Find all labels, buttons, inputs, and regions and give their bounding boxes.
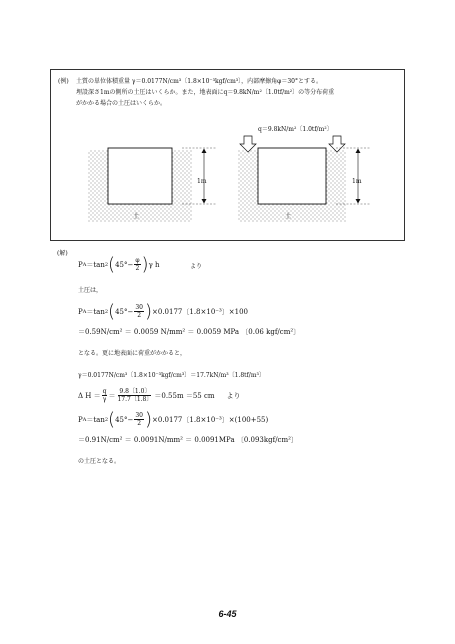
right-soil-label: 土 <box>285 213 292 220</box>
conclusion: の土圧となる。 <box>78 458 121 465</box>
left-soil-left <box>88 150 108 222</box>
earth-pressure-intro: 土圧は， <box>78 287 103 294</box>
right-soil-left <box>238 150 258 222</box>
page-number: 6-45 <box>218 609 237 619</box>
load-arrow-left-icon <box>240 136 256 152</box>
load-arrow-right-icon <box>329 136 345 152</box>
right-soil-bottom <box>258 204 326 222</box>
left-soil-bottom <box>108 204 172 222</box>
solution-label: (解) <box>57 250 68 257</box>
left-structure <box>108 148 172 204</box>
surcharge-intro: となる。更に地表面に荷重がかかると， <box>78 350 187 357</box>
left-soil-label: 土 <box>133 213 140 220</box>
result-earth-pressure: ＝0.59N/cm² ＝ 0.0059 N/mm² ＝ 0.0059 MPa 〔0.06 kgf/cm²〕 <box>78 328 301 336</box>
right-soil-right <box>326 150 346 222</box>
result-surcharge-pressure: ＝0.91N/cm² ＝ 0.0091N/mm² ＝ 0.0091MPa 〔0.093kgf/cm²〕 <box>78 436 298 444</box>
problem-line-1: 土質の単位体積重量 γ＝0.0177N/cm³〔1.8×10⁻³kgf/cm³〕，内部摩擦角φ＝30°とする。 <box>76 78 323 85</box>
surcharge-load-label: q＝9.8kN/m²〔1.0tf/m²〕 <box>258 126 333 133</box>
left-depth-label: 1m <box>197 178 207 185</box>
formula-general: P A ＝tan 2 ( 45°− $\frac{\varphi}{2}$ ) γ h <box>78 253 160 275</box>
retaining-wall-figure <box>80 120 390 235</box>
right-structure <box>258 148 326 204</box>
right-depth-label: 1m <box>352 178 362 185</box>
formula-general-note: より <box>190 263 203 270</box>
problem-line-2: 埋設深さ1mの側所の土圧はいくらか。また，地表面にq＝9.8kN/m²〔1.0tf/m²〕の等分布荷重 <box>76 89 335 96</box>
unit-weight-line: γ＝0.0177N/cm³〔1.8×10⁻³kgf/cm³〕＝17.7kN/m³〔1.8tf/m³〕 <box>78 372 265 379</box>
left-soil-right <box>172 150 192 222</box>
formula-surcharge-pressure: P A ＝tan 2 ( 45°− $\frac{30}{2}$ ) ×0.0177〔1.8×10⁻³〕×(100+55) <box>78 408 269 430</box>
formula-earth-pressure: P A ＝tan 2 ( 45°− $\frac{30}{2}$ ) ×0.0177〔1.8×10⁻³〕×100 <box>78 300 249 322</box>
right-diagram <box>238 136 370 222</box>
formula-equivalent-height: Δ H ＝ $\frac{q}{\gamma}$ ＝ $\frac{9.8〔1.0〕}{17.7〔1.8〕}$ ＝0.55m ＝55 cm より <box>78 388 241 403</box>
problem-line-3: がかかる場合の土圧はいくらか。 <box>76 100 167 107</box>
problem-label: (例) <box>58 78 69 85</box>
